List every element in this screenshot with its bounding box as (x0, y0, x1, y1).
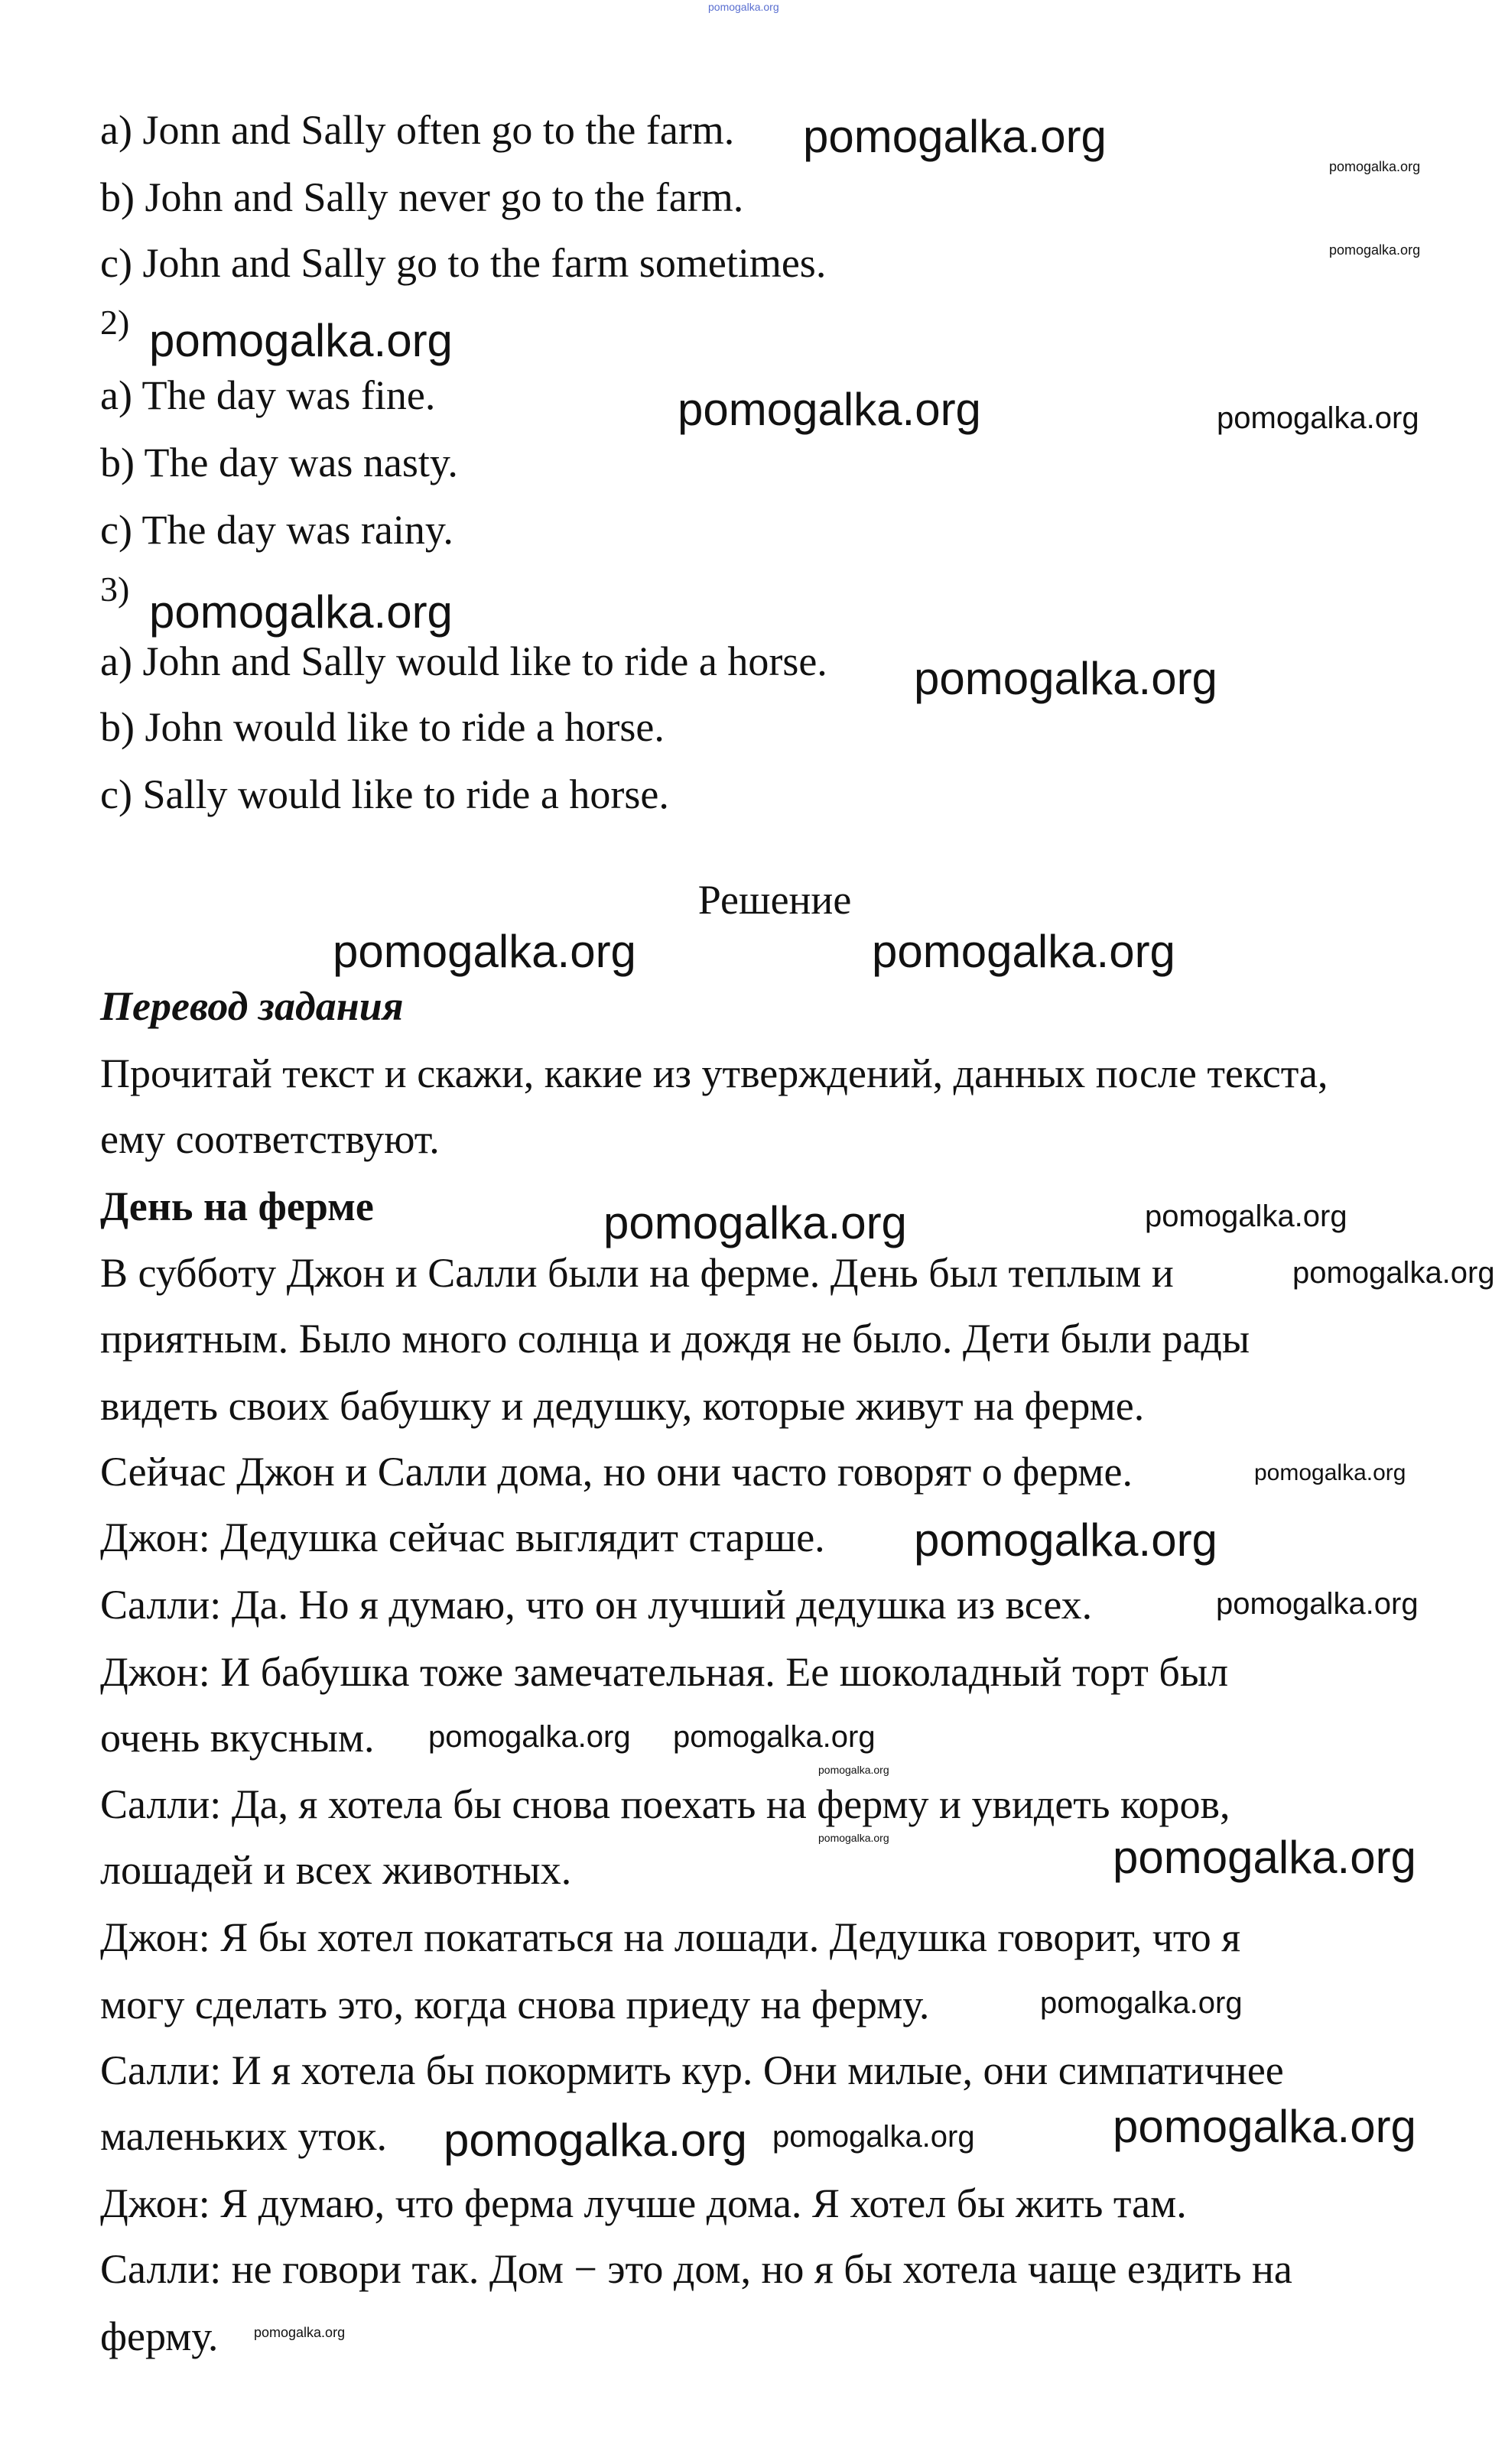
option-1b: b) John and Sally never go to the farm. (100, 174, 744, 220)
dialogue-line: Салли: И я хотела бы покормить кур. Они милые, они симпатичнее (100, 2047, 1284, 2093)
watermark: pomogalka.org (149, 315, 453, 366)
watermark: pomogalka.org (428, 1720, 631, 1754)
dialogue-line: Джон: Я бы хотел покататься на лошади. Дедушка говорит, что я (100, 1914, 1241, 1960)
watermark: pomogalka.org (872, 926, 1175, 977)
option-2c: c) The day was rainy. (100, 507, 453, 553)
watermark: pomogalka.org (708, 1, 779, 13)
story-line: В субботу Джон и Салли были на ферме. День был теплым и (100, 1250, 1174, 1296)
dialogue-line: Джон: Дедушка сейчас выглядит старше. (100, 1514, 825, 1560)
option-1a: a) Jonn and Sally often go to the farm. (100, 107, 735, 153)
watermark: pomogalka.org (333, 926, 636, 977)
option-1c: c) John and Sally go to the farm sometimes. (100, 240, 827, 286)
watermark: pomogalka.org (673, 1720, 876, 1754)
dialogue-line: Салли: не говори так. Дом − это дом, но я бы хотела чаще ездить на (100, 2246, 1292, 2292)
watermark: pomogalka.org (603, 1197, 907, 1248)
dialogue-line: маленьких уток. (100, 2113, 387, 2159)
watermark: pomogalka.org (803, 111, 1107, 162)
dialogue-line: ферму. (100, 2313, 219, 2359)
watermark: pomogalka.org (1216, 1587, 1419, 1621)
dialogue-line: лошадей и всех животных. (100, 1847, 572, 1893)
story-line: приятным. Было много солнца и дождя не было. Дети были рады (100, 1316, 1250, 1362)
watermark: pomogalka.org (914, 1514, 1217, 1566)
question-number-2: 2) (100, 303, 130, 342)
option-3a: a) John and Sally would like to ride a horse. (100, 638, 827, 684)
dialogue-line: Салли: Да, я хотела бы снова поехать на ферму и увидеть коров, (100, 1781, 1230, 1827)
watermark: pomogalka.org (1113, 1832, 1416, 1883)
story-line: видеть своих бабушку и дедушку, которые живут на ферме. (100, 1383, 1145, 1429)
option-2a: a) The day was fine. (100, 372, 436, 418)
watermark: pomogalka.org (914, 653, 1217, 704)
option-3b: b) John would like to ride a horse. (100, 704, 665, 750)
watermark: pomogalka.org (1217, 401, 1419, 435)
watermark: pomogalka.org (1329, 159, 1421, 174)
watermark: pomogalka.org (678, 384, 981, 435)
dialogue-line: Салли: Да. Но я думаю, что он лучший дедушка из всех. (100, 1582, 1093, 1628)
story-line: Сейчас Джон и Салли дома, но они часто говорят о ферме. (100, 1449, 1133, 1495)
solution-heading: Решение (697, 877, 852, 923)
paragraph-line: ему соответствуют. (100, 1116, 440, 1162)
watermark: pomogalka.org (254, 2325, 346, 2340)
dialogue-line: очень вкусным. (100, 1715, 375, 1761)
dialogue-line: Джон: Я думаю, что ферма лучше дома. Я хотел бы жить там. (100, 2180, 1187, 2226)
question-number-3: 3) (100, 570, 130, 609)
watermark: pomogalka.org (444, 2115, 747, 2166)
option-2b: b) The day was nasty. (100, 440, 458, 485)
dialogue-line: могу сделать это, когда снова приеду на ферму. (100, 1982, 930, 2027)
watermark: pomogalka.org (818, 1832, 889, 1844)
watermark: pomogalka.org (1254, 1460, 1406, 1485)
story-title: День на ферме (100, 1183, 374, 1229)
watermark: pomogalka.org (1292, 1256, 1495, 1290)
watermark: pomogalka.org (1329, 242, 1421, 258)
option-3c: c) Sally would like to ride a horse. (100, 771, 669, 817)
watermark: pomogalka.org (149, 586, 453, 638)
watermark: pomogalka.org (818, 1764, 889, 1776)
watermark: pomogalka.org (1113, 2101, 1416, 2152)
paragraph-line: Прочитай текст и скажи, какие из утверждений, данных после текста, (100, 1050, 1328, 1096)
watermark: pomogalka.org (1145, 1200, 1347, 1233)
dialogue-line: Джон: И бабушка тоже замечательная. Ее шоколадный торт был (100, 1649, 1229, 1695)
translation-heading: Перевод задания (100, 983, 404, 1029)
watermark: pomogalka.org (772, 2120, 975, 2154)
watermark: pomogalka.org (1040, 1986, 1243, 2020)
